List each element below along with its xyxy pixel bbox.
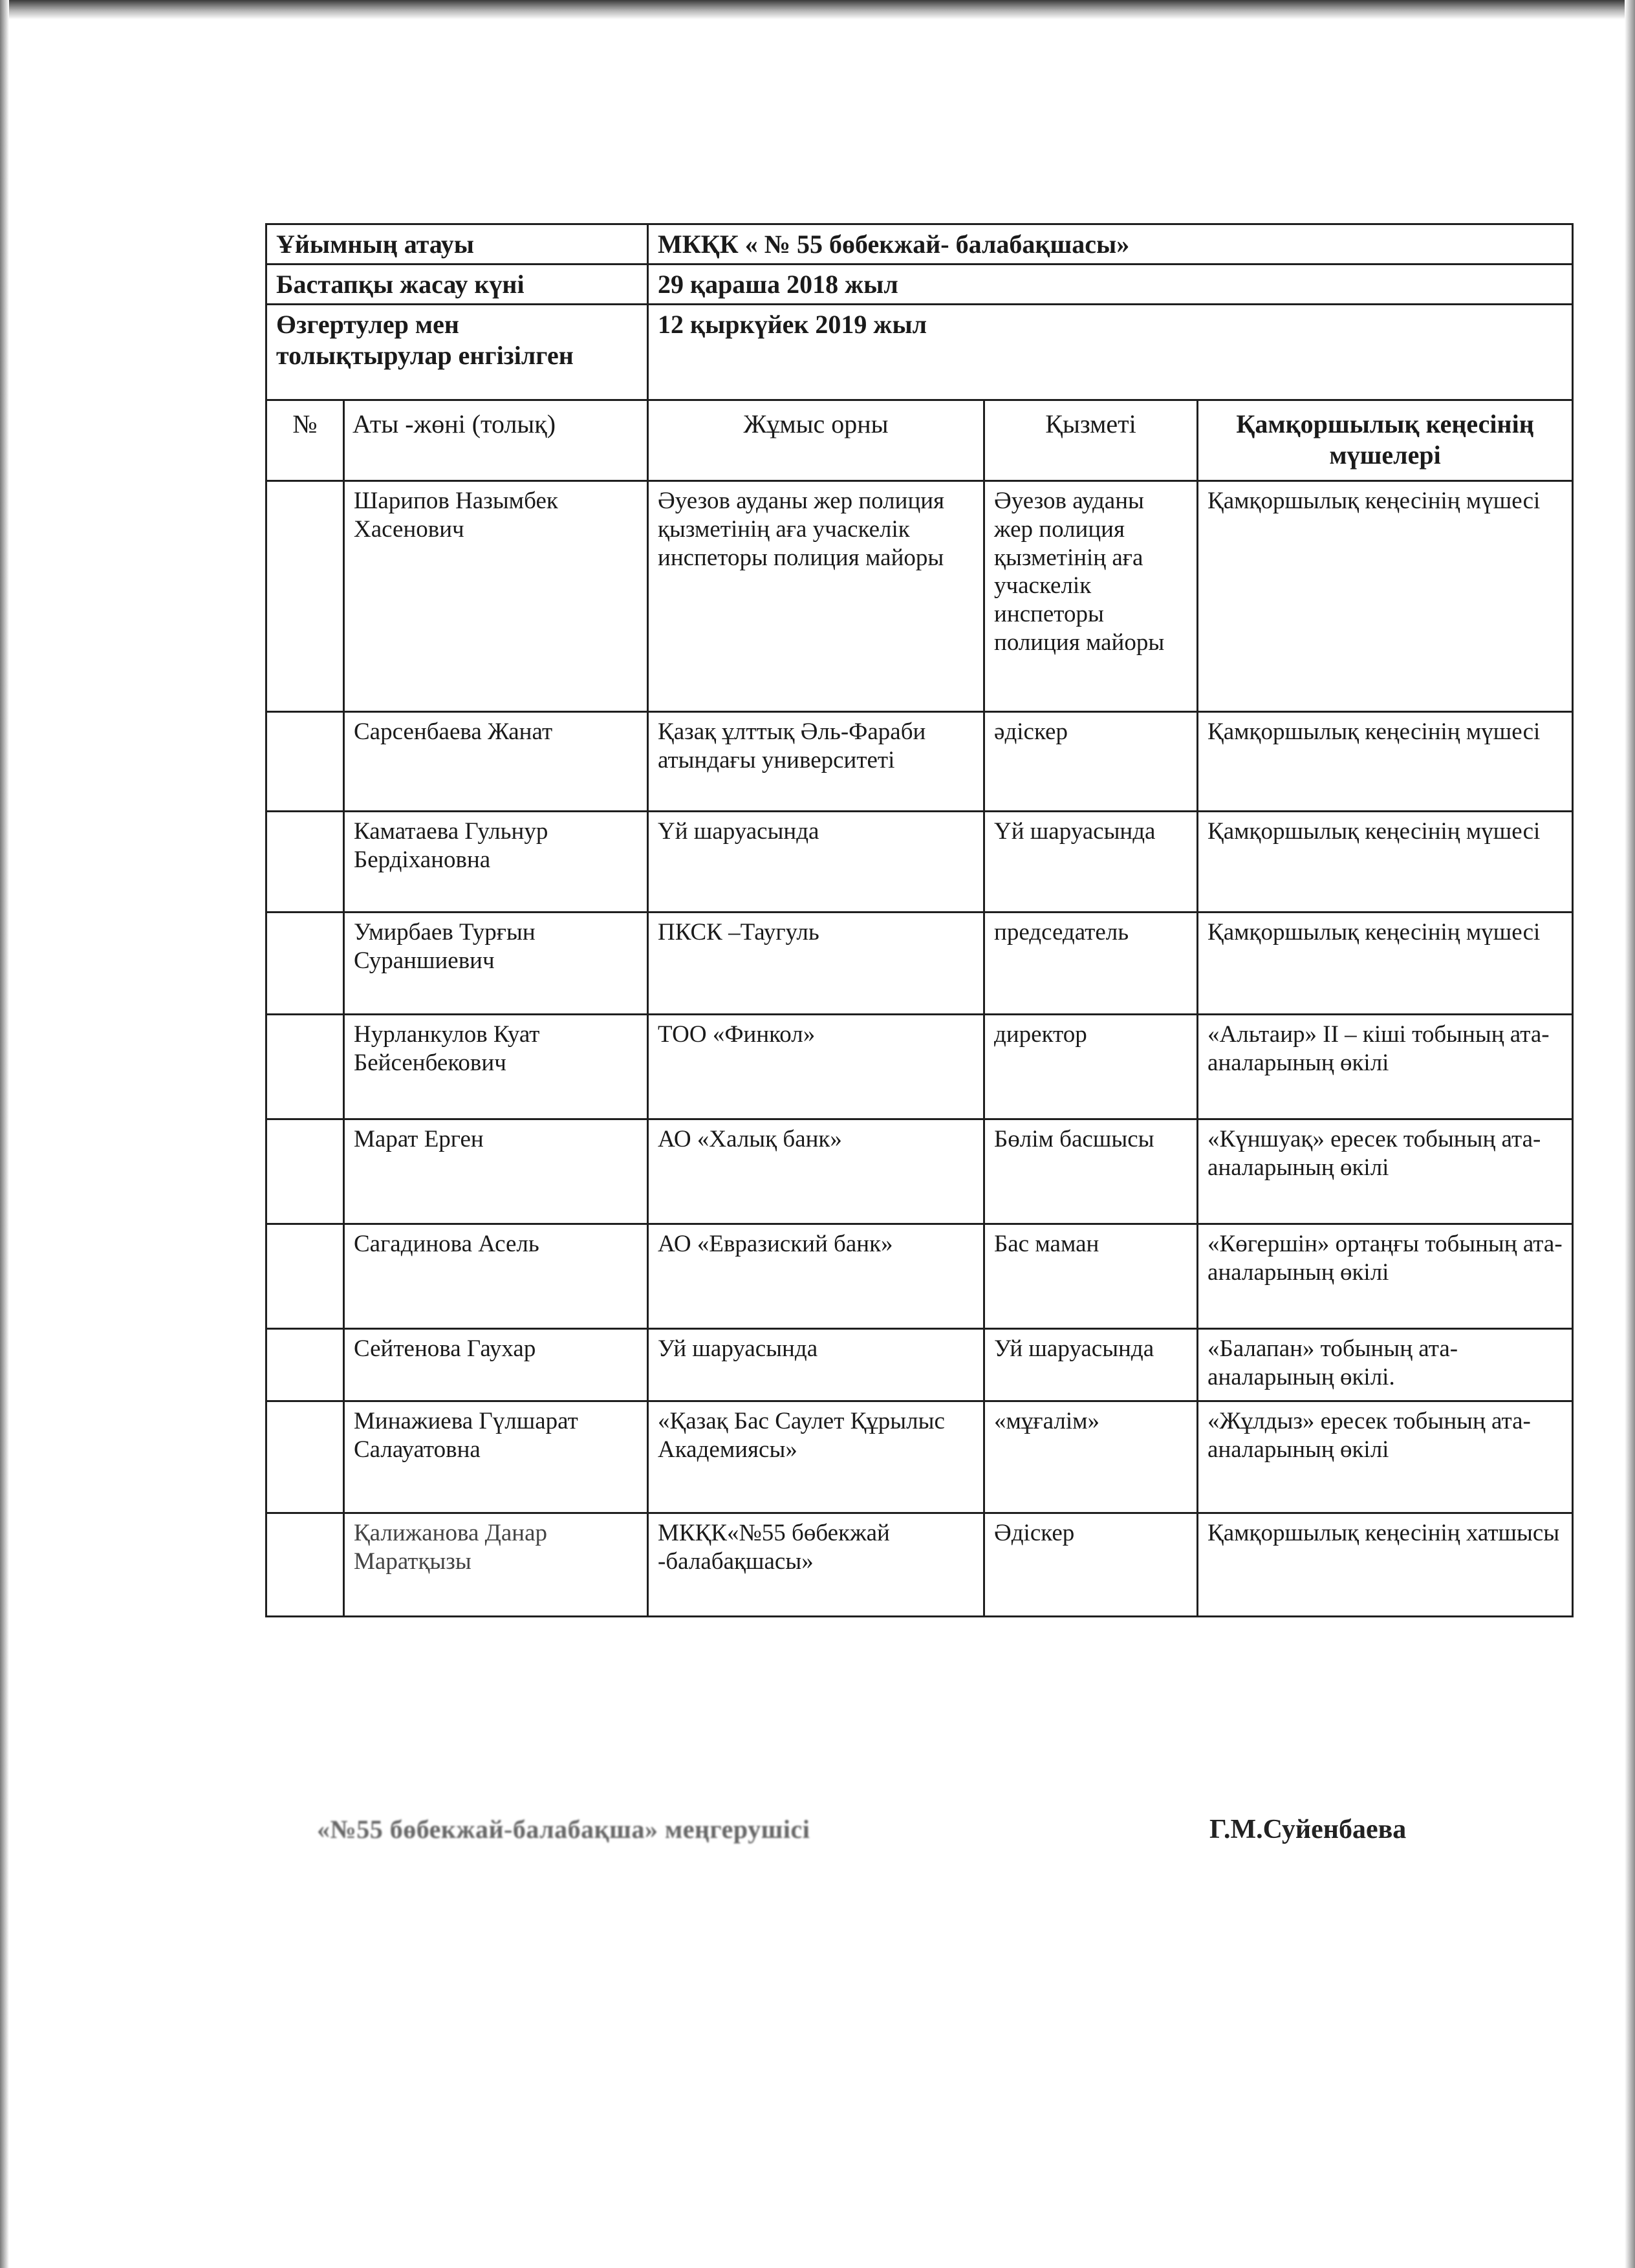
member-workplace: Қазақ ұлттық Әль-Фараби атындағы университеті (648, 712, 984, 812)
member-name: Сейтенова Гаухар (344, 1329, 648, 1401)
table-row (266, 1513, 1573, 1617)
row-number-cell (266, 712, 344, 812)
table-row (266, 812, 1573, 913)
table-row (266, 1401, 1573, 1513)
header-number: № (266, 400, 344, 481)
trustee-board-table (265, 223, 1574, 1617)
member-role: «Жұлдыз» ересек тобының ата-аналарының өкілі (1198, 1401, 1573, 1513)
member-role: «Балапан» тобының ата-аналарының өкілі. (1198, 1329, 1573, 1401)
scan-edge-top (0, 0, 1635, 19)
row-number-cell (266, 1119, 344, 1224)
meta-value: МКҚК « № 55 бөбекжай- балабақшасы» (648, 224, 1573, 265)
member-workplace: Уй шаруасында (648, 1329, 984, 1401)
row-number-cell (266, 1513, 344, 1617)
member-position: Әдіскер (984, 1513, 1198, 1617)
row-number-cell (266, 481, 344, 712)
member-role: Қамқоршылық кеңесінің мүшесі (1198, 712, 1573, 812)
member-role: «Альтаир» II – кіші тобының ата-аналарының өкілі (1198, 1015, 1573, 1119)
header-full-name: Аты -жөні (толық) (344, 400, 648, 481)
table-row (266, 913, 1573, 1015)
table-row (266, 1015, 1573, 1119)
meta-row-amended (266, 305, 1573, 400)
member-workplace: ПКСК –Таугуль (648, 913, 984, 1015)
member-workplace: МКҚК«№55 бөбекжай -балабақшасы» (648, 1513, 984, 1617)
meta-label: Бастапқы жасау күні (266, 265, 648, 305)
head-title: «№55 бөбекжай-балабақша» меңгерушісі (317, 1815, 810, 1844)
row-number-cell (266, 1015, 344, 1119)
meta-label: Өзгертулер мен толықтырулар енгізілген (266, 305, 648, 400)
member-role: Қамқоршылық кеңесінің мүшесі (1198, 812, 1573, 913)
member-position: директор (984, 1015, 1198, 1119)
header-membership: Қамқоршылық кеңесінің мүшелері (1198, 400, 1573, 481)
member-position: әдіскер (984, 712, 1198, 812)
member-position: «мұғалім» (984, 1401, 1198, 1513)
member-name: Сарсенбаева Жанат (344, 712, 648, 812)
member-name: Умирбаев Турғын Сураншиевич (344, 913, 648, 1015)
column-header-row (266, 400, 1573, 481)
table-row (266, 1119, 1573, 1224)
member-position: председатель (984, 913, 1198, 1015)
header-position: Қызметі (984, 400, 1198, 481)
member-name: Шарипов Назымбек Хасенович (344, 481, 648, 712)
row-number-cell (266, 913, 344, 1015)
meta-value: 29 қараша 2018 жыл (648, 265, 1573, 305)
row-number-cell (266, 812, 344, 913)
table-row (266, 1224, 1573, 1329)
member-workplace: АО «Евразиский банк» (648, 1224, 984, 1329)
member-role: «Көгершін» ортаңғы тобының ата-аналарының өкілі (1198, 1224, 1573, 1329)
member-name: Сагадинова Асель (344, 1224, 648, 1329)
scan-edge-left (0, 0, 9, 2268)
member-workplace: «Қазақ Бас Саулет Құрылыс Академиясы» (648, 1401, 984, 1513)
row-number-cell (266, 1401, 344, 1513)
member-workplace: АО «Халық банк» (648, 1119, 984, 1224)
member-role: «Күншуақ» ересек тобының ата-аналарының өкілі (1198, 1119, 1573, 1224)
member-name: Нурланкулов Куат Бейсенбекович (344, 1015, 648, 1119)
header-workplace: Жұмыс орны (648, 400, 984, 481)
scan-edge-right (1625, 0, 1635, 2268)
member-position: Әуезов ауданы жер полиция қызметінің аға учаскелік инспеторы полиция майоры (984, 481, 1198, 712)
member-position: Уй шаруасында (984, 1329, 1198, 1401)
row-number-cell (266, 1329, 344, 1401)
member-workplace: ТОО «Финкол» (648, 1015, 984, 1119)
member-workplace: Әуезов ауданы жер полиция қызметінің аға учаскелік инспеторы полиция майоры (648, 481, 984, 712)
meta-label: Ұйымның атауы (266, 224, 648, 265)
table-row (266, 1329, 1573, 1401)
member-position: Бас маман (984, 1224, 1198, 1329)
member-workplace: Үй шаруасында (648, 812, 984, 913)
meta-value: 12 қыркүйек 2019 жыл (648, 305, 1573, 400)
member-name: Минажиева Гүлшарат Салауатовна (344, 1401, 648, 1513)
member-position: Бөлім басшысы (984, 1119, 1198, 1224)
member-name: Каматаева Гульнур Бердіхановна (344, 812, 648, 913)
table-row (266, 712, 1573, 812)
meta-row-created (266, 265, 1573, 305)
member-name: Қалижанова Данар Маратқызы (344, 1513, 648, 1617)
table-row (266, 481, 1573, 712)
member-role: Қамқоршылық кеңесінің мүшесі (1198, 481, 1573, 712)
member-name: Марат Ерген (344, 1119, 648, 1224)
member-role: Қамқоршылық кеңесінің мүшесі (1198, 913, 1573, 1015)
member-role: Қамқоршылық кеңесінің хатшысы (1198, 1513, 1573, 1617)
member-position: Үй шаруасында (984, 812, 1198, 913)
signatory-name: Г.М.Суйенбаева (1209, 1815, 1407, 1844)
meta-row-organization (266, 224, 1573, 265)
row-number-cell (266, 1224, 344, 1329)
